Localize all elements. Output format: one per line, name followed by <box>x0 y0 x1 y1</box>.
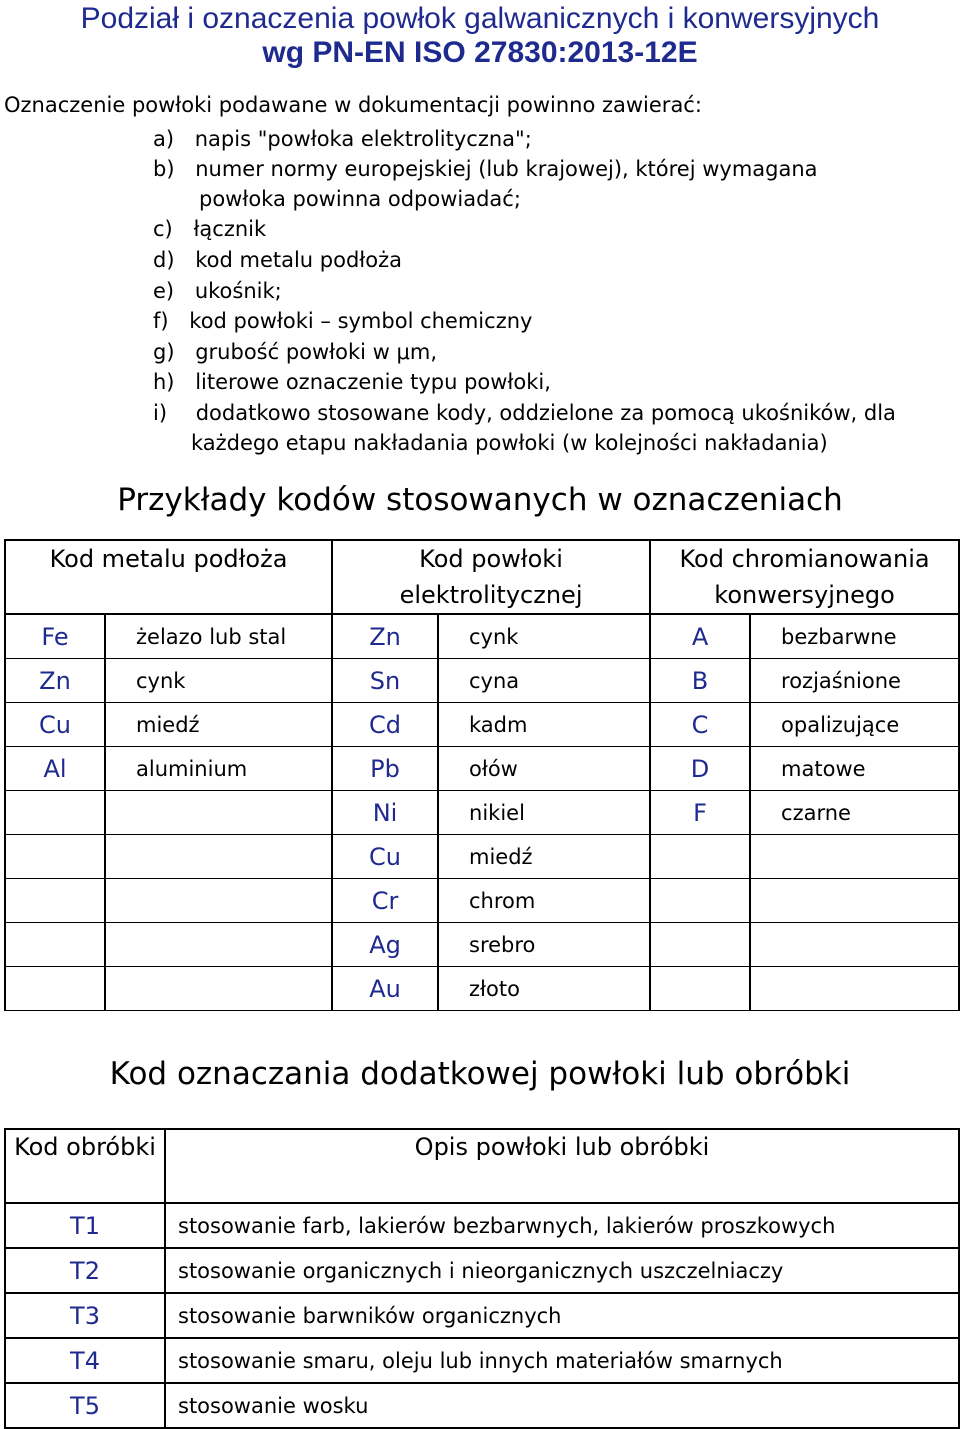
chromate-code: A <box>650 614 750 659</box>
table-row <box>5 835 959 879</box>
list-marker: i) <box>153 401 168 425</box>
substrate-name: aluminium <box>105 747 332 791</box>
chromate-code: D <box>650 747 750 791</box>
list-item-b <box>153 154 818 184</box>
chromate-code: C <box>650 703 750 747</box>
document-title-line2: wg PN-EN ISO 27830:2013-12E <box>262 36 698 69</box>
substrate-code: Cu <box>5 703 105 747</box>
empty-cell <box>650 923 750 967</box>
table-row <box>5 614 959 659</box>
substrate-code: Zn <box>5 659 105 703</box>
empty-cell <box>750 923 959 967</box>
coating-name: miedź <box>438 835 650 879</box>
treatment-code: T3 <box>5 1293 165 1338</box>
treatment-code: T2 <box>5 1248 165 1293</box>
codes-table <box>4 539 960 1011</box>
empty-cell <box>105 967 332 1011</box>
chromate-name: opalizujące <box>750 703 959 747</box>
treatment-code: T1 <box>5 1203 165 1248</box>
header-treatment-code: Kod obróbki <box>5 1129 165 1203</box>
empty-cell <box>5 791 105 835</box>
table-row <box>5 923 959 967</box>
empty-cell <box>5 879 105 923</box>
list-text: ukośnik; <box>194 279 282 303</box>
table-row <box>5 1248 959 1293</box>
document-title-line1: Podział i oznaczenia powłok galwanicznych i konwersyjnych <box>80 2 880 35</box>
list-item-h <box>153 367 551 397</box>
list-text: łącznik <box>193 217 267 241</box>
substrate-code: Al <box>5 747 105 791</box>
list-item-a <box>153 124 532 154</box>
empty-cell <box>650 835 750 879</box>
list-text: grubość powłoki w μm, <box>195 340 438 364</box>
list-text: napis "powłoka elektrolityczna"; <box>194 127 532 151</box>
list-marker: f) <box>153 309 169 333</box>
treatment-description: stosowanie smaru, oleju lub innych materiałów smarnych <box>165 1338 959 1383</box>
list-marker: e) <box>153 279 175 303</box>
empty-cell <box>5 923 105 967</box>
empty-cell <box>5 835 105 879</box>
list-item-d <box>153 245 402 275</box>
empty-cell <box>105 791 332 835</box>
coating-code: Cd <box>332 703 438 747</box>
header-coating: Kod powłoki elektrolitycznej <box>332 540 650 614</box>
list-marker: d) <box>153 248 175 272</box>
header-substrate: Kod metalu podłoża <box>5 540 332 614</box>
table-row <box>5 659 959 703</box>
list-item-i <box>153 398 896 428</box>
header-chromate: Kod chromianowania konwersyjnego <box>650 540 959 614</box>
table-row <box>5 1293 959 1338</box>
substrate-name: cynk <box>105 659 332 703</box>
coating-code: Cr <box>332 879 438 923</box>
substrate-code: Fe <box>5 614 105 659</box>
list-text: kod metalu podłoża <box>195 248 402 272</box>
treatment-table <box>4 1128 960 1429</box>
treatment-description: stosowanie barwników organicznych <box>165 1293 959 1338</box>
coating-code: Ni <box>332 791 438 835</box>
table-row <box>5 791 959 835</box>
coating-code: Cu <box>332 835 438 879</box>
treatment-table-header <box>5 1129 959 1203</box>
coating-name: srebro <box>438 923 650 967</box>
chromate-code: F <box>650 791 750 835</box>
empty-cell <box>5 967 105 1011</box>
table-row <box>5 1338 959 1383</box>
table-row <box>5 747 959 791</box>
list-text: kod powłoki – symbol chemiczny <box>189 309 533 333</box>
coating-code: Sn <box>332 659 438 703</box>
substrate-name: żelazo lub stal <box>105 614 332 659</box>
empty-cell <box>105 923 332 967</box>
coating-code: Ag <box>332 923 438 967</box>
list-item-i-continuation: każdego etapu nakładania powłoki (w kolejności nakładania) <box>191 431 828 455</box>
coating-code: Au <box>332 967 438 1011</box>
list-marker: a) <box>153 127 175 151</box>
list-item-c <box>153 214 266 244</box>
empty-cell <box>750 835 959 879</box>
table-row <box>5 967 959 1011</box>
empty-cell <box>650 967 750 1011</box>
list-item-f <box>153 306 532 336</box>
codes-table-header <box>5 540 959 614</box>
treatment-description: stosowanie farb, lakierów bezbarwnych, lakierów proszkowych <box>165 1203 959 1248</box>
chromate-name: rozjaśnione <box>750 659 959 703</box>
intro-text: Oznaczenie powłoki podawane w dokumentacji powinno zawierać: <box>4 93 702 117</box>
empty-cell <box>105 879 332 923</box>
table-row <box>5 703 959 747</box>
treatment-code: T5 <box>5 1383 165 1428</box>
empty-cell <box>750 967 959 1011</box>
coating-code: Zn <box>332 614 438 659</box>
empty-cell <box>750 879 959 923</box>
coating-code: Pb <box>332 747 438 791</box>
coating-name: ołów <box>438 747 650 791</box>
coating-name: cynk <box>438 614 650 659</box>
list-marker: c) <box>153 217 173 241</box>
coating-name: złoto <box>438 967 650 1011</box>
list-marker: g) <box>153 340 175 364</box>
coating-name: cyna <box>438 659 650 703</box>
list-text: numer normy europejskiej (lub krajowej), której wymagana <box>195 157 818 181</box>
treatment-description: stosowanie organicznych i nieorganicznych uszczelniaczy <box>165 1248 959 1293</box>
chromate-code: B <box>650 659 750 703</box>
coating-name: nikiel <box>438 791 650 835</box>
list-marker: b) <box>153 157 175 181</box>
empty-cell <box>105 835 332 879</box>
list-item-e <box>153 276 282 306</box>
coating-name: chrom <box>438 879 650 923</box>
chromate-name: matowe <box>750 747 959 791</box>
list-item-b-continuation: powłoka powinna odpowiadać; <box>199 187 521 211</box>
treatment-code: T4 <box>5 1338 165 1383</box>
treatment-heading: Kod oznaczania dodatkowej powłoki lub obróbki <box>109 1056 851 1092</box>
examples-heading: Przykłady kodów stosowanych w oznaczeniach <box>117 482 843 518</box>
treatment-description: stosowanie wosku <box>165 1383 959 1428</box>
list-marker: h) <box>153 370 175 394</box>
coating-name: kadm <box>438 703 650 747</box>
empty-cell <box>650 879 750 923</box>
substrate-name: miedź <box>105 703 332 747</box>
header-treatment-description: Opis powłoki lub obróbki <box>165 1129 959 1203</box>
table-row <box>5 1203 959 1248</box>
chromate-name: czarne <box>750 791 959 835</box>
list-text: literowe oznaczenie typu powłoki, <box>195 370 551 394</box>
list-item-g <box>153 337 437 367</box>
table-row <box>5 879 959 923</box>
table-row <box>5 1383 959 1428</box>
list-text: dodatkowo stosowane kody, oddzielone za pomocą ukośników, dla <box>195 401 896 425</box>
chromate-name: bezbarwne <box>750 614 959 659</box>
